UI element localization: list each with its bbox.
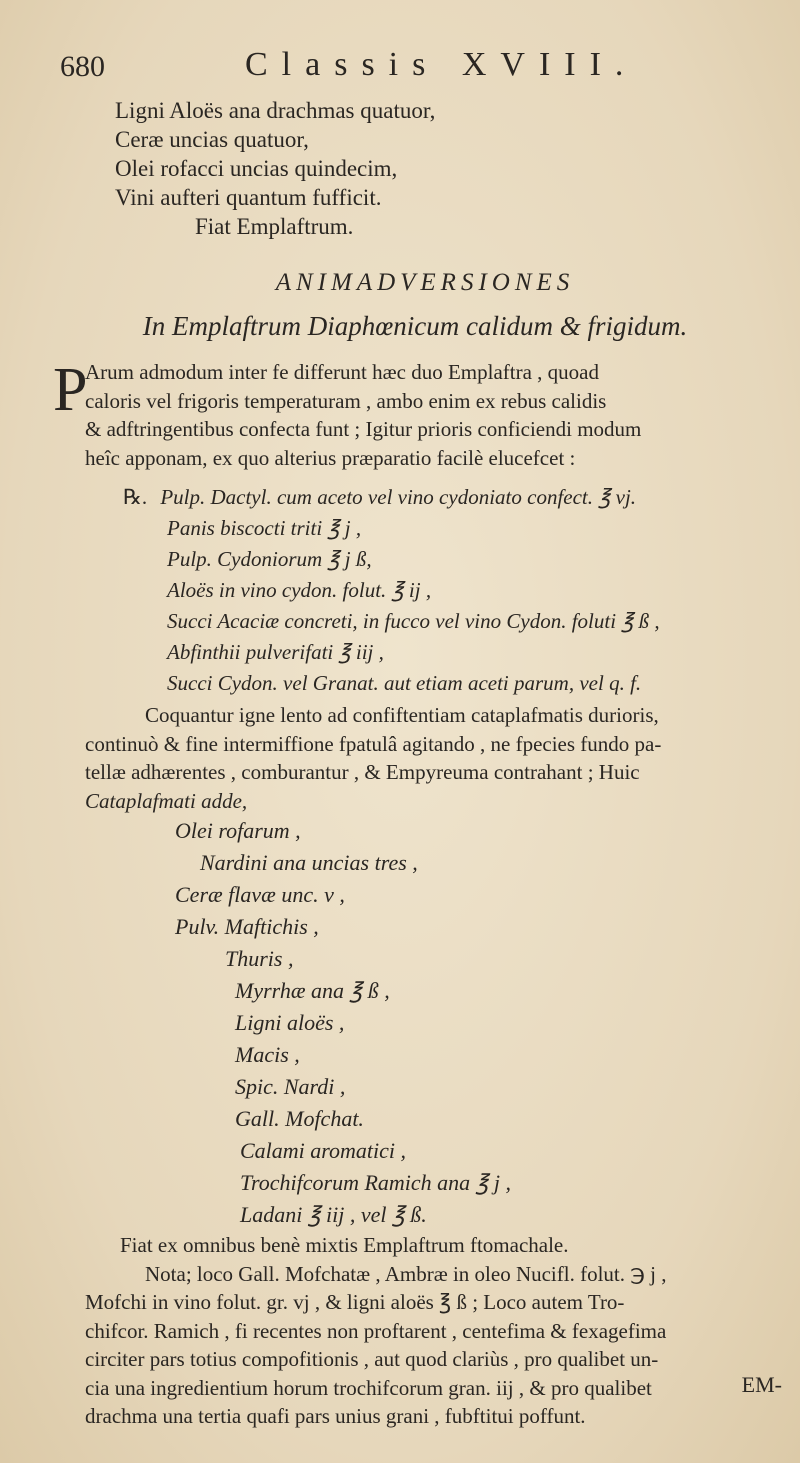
prescription-line: Panis biscocti triti ℥ j , [167,516,362,540]
nota-line: chifcor. Ramich , fi recentes non proftarent , centefima & fexagefima [85,1318,667,1343]
addition-line: Spic. Nardi , [235,1074,346,1099]
prescription-line: Aloës in vino cydon. folut. ℥ ij , [167,578,432,602]
catchword: EM- [741,1372,782,1397]
intro-line: & adftringentibus confecta funt ; Igitur prioris conficiendi modum [85,417,642,441]
addition-line: Calami aromatici , [240,1138,407,1163]
page-header [60,46,780,96]
prescription-block [115,482,775,699]
nota-line: cia una ingredientium horum trochifcorum gran. iij , & pro qualibet [85,1375,652,1400]
prescription-line: Abfinthii pulverifati ℥ iij , [167,640,384,664]
addition-line: Olei rofarum , [175,818,301,843]
addition-line: Thuris , [225,946,294,971]
recipe-block [115,96,775,241]
intro-paragraph [53,356,775,472]
prescription-line: Pulp. Cydoniorum ℥ j ß, [167,547,372,571]
coquantur-line: continuò & fine intermiffione fpatulâ agitando , ne fpecies fundo pa- [85,731,662,756]
nota-line: Nota; loco Gall. Mofchatæ , Ambræ in oleo Nucifl. folut. ℈ j , [145,1261,667,1286]
addition-line: Trochifcorum Ramich ana ℥ j , [240,1170,511,1195]
addition-line: Macis , [235,1042,300,1067]
page-number: 680 [60,50,105,83]
additions-list [115,815,775,1231]
nota-line: circiter pars totius compofitionis , aut quod clariùs , pro qualibet un- [85,1347,659,1371]
intro-line: Arum admodum inter fe differunt hæc duo Emplaftra , quoad [85,360,599,384]
nota-line: Mofchi in vino folut. gr. vj , & ligni aloës ℥ ß ; Loco autem Tro- [85,1290,625,1314]
section-subtitle: In Emplaftrum Diaphœnicum calidum & frigidum. [142,311,688,341]
fiat-line: Fiat ex omnibus benè mixtis Emplaftrum ftomachale. [120,1233,569,1257]
page-body [53,96,775,1431]
recipe-line: Fiat Emplaftrum. [195,214,354,239]
coquantur-line: Cataplafmati adde, [85,788,248,813]
prescription-line [123,482,775,513]
addition-line: Nardini ana uncias tres , [200,850,418,875]
addition-line: Ligni aloës , [235,1010,345,1035]
running-head: Classis XVIII. [245,46,638,83]
drop-cap: P [53,356,88,424]
nota-line: drachma una tertia quafi pars unius grani , fubftitui poffunt. [85,1404,586,1428]
recipe-line: Olei rofacci uncias quindecim, [115,156,398,181]
prescription-text: Pulp. Dactyl. cum aceto vel vino cydoniato confect. ℥ vj. [160,485,637,509]
recipe-line: Ceræ uncias quatuor, [115,127,309,152]
intro-line: caloris vel frigoris temperaturam , ambo enim ex rebus calidis [85,388,607,413]
coquantur-line: Coquantur igne lento ad confiftentiam cataplafmatis durioris, [145,703,659,727]
recipe-symbol: ℞. [123,485,148,509]
intro-line: heîc apponam, ex quo alterius præparatio facilè elucefcet : [85,445,576,470]
nota-paragraph [85,1260,775,1431]
recipe-line: Vini aufteri quantum fufficit. [115,185,382,210]
section-title: ANIMADVERSIONES [275,269,575,296]
addition-line: Pulv. Maftichis , [175,914,319,939]
coquantur-line: tellæ adhærentes , comburantur , & Empyreuma contrahant ; Huic [85,760,640,784]
coquantur-paragraph [85,701,775,815]
addition-line: Ceræ flavæ unc. v , [175,882,345,907]
prescription-line: Succi Cydon. vel Granat. aut etiam aceti parum, vel q. f. [167,671,642,695]
addition-line: Ladani ℥ iij , vel ℥ ß. [240,1202,427,1227]
recipe-line: Ligni Aloës ana drachmas quatuor, [115,98,436,123]
addition-line: Gall. Mofchat. [235,1106,364,1131]
addition-line: Myrrhæ ana ℥ ß , [235,978,390,1003]
prescription-line: Succi Acaciæ concreti, in fucco vel vino Cydon. foluti ℥ ß , [167,609,660,633]
